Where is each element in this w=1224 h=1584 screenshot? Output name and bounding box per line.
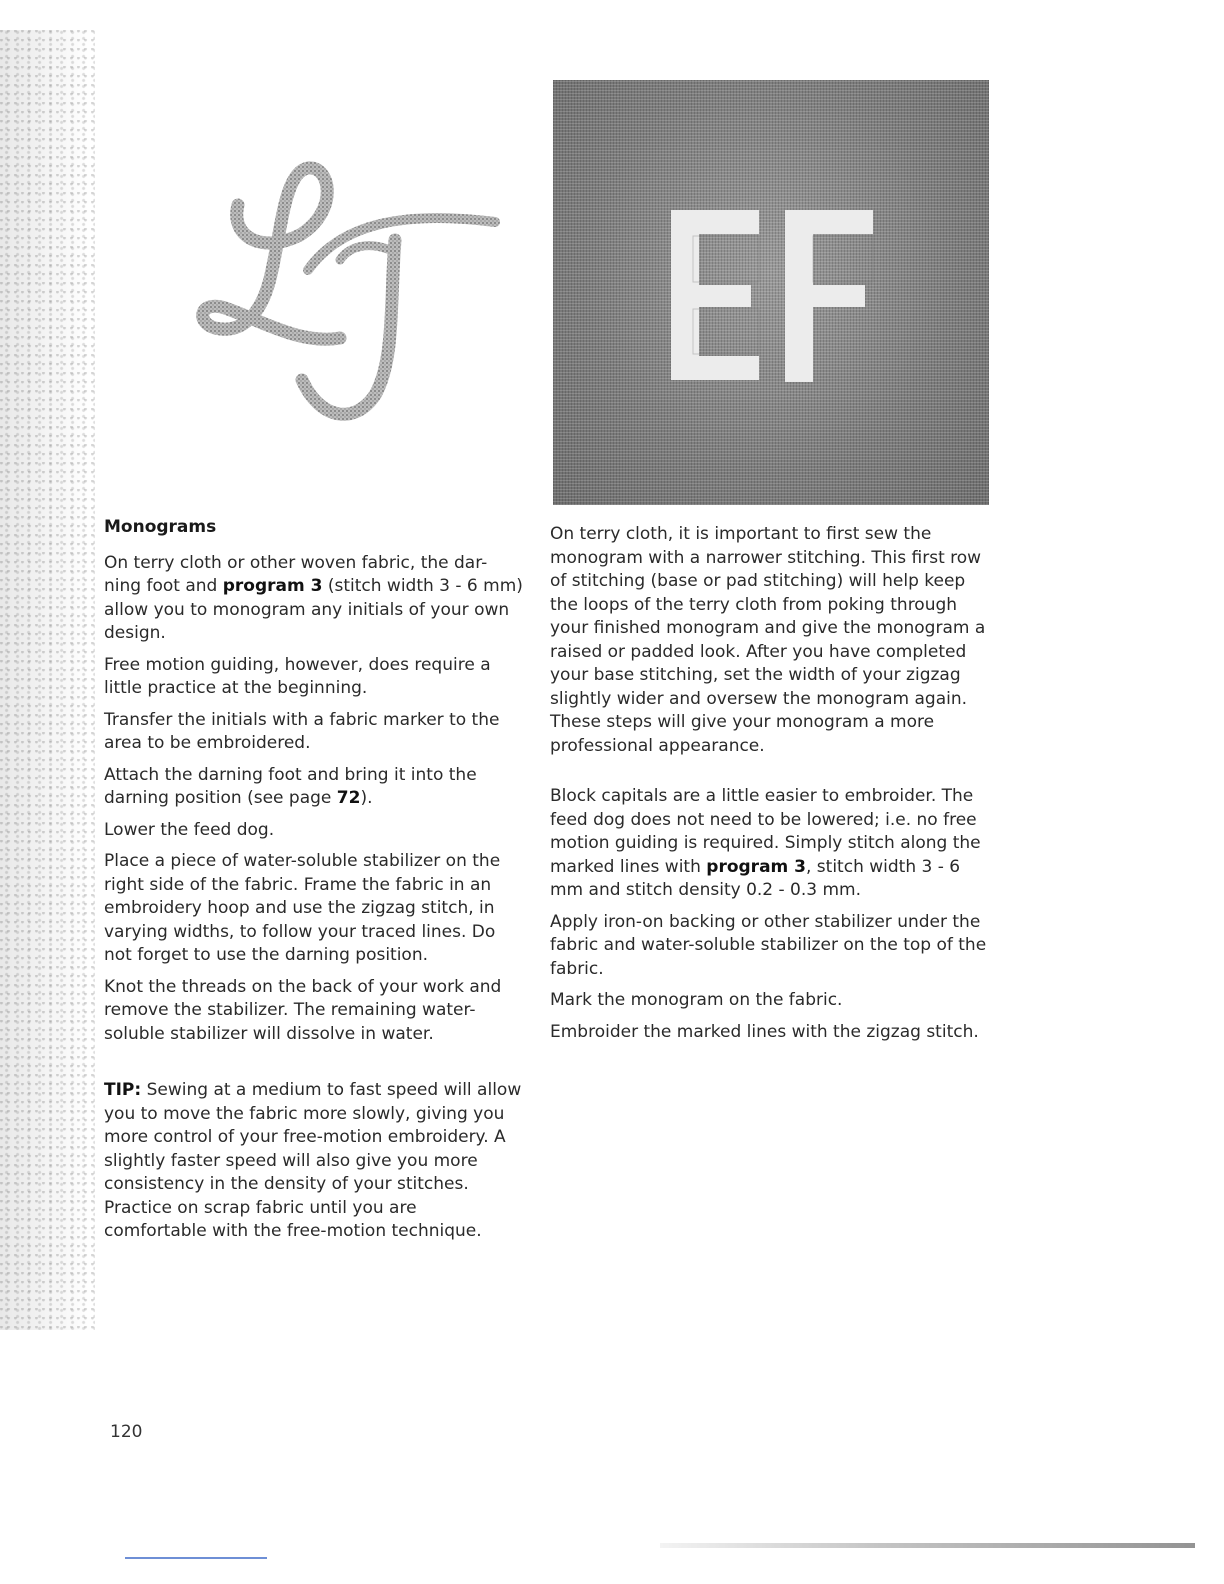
bold-run: program 3: [222, 576, 323, 596]
tip-label: TIP:: [104, 1080, 142, 1100]
footer-rule-right: [660, 1543, 1195, 1548]
text-run: Attach the darning foot and bring it into the darning position (see page: [104, 764, 477, 808]
script-monogram-illustration: [190, 150, 510, 450]
paragraph-feed-dog: Lower the feed dog.: [104, 819, 275, 840]
paragraph-terry-cloth: [104, 552, 524, 646]
paragraph-block-capitals: [550, 785, 990, 903]
ef-block-letters: [553, 80, 989, 505]
scan-shadow-edge: [0, 30, 95, 1330]
bold-run: program 3: [706, 856, 806, 877]
tip-paragraph: [104, 1079, 524, 1244]
paragraph-base-stitching: On terry cloth, it is important to first sew the monogram with a narrower stitching. This first row of stitching (base or pad stitching) will help keep the loops of the terry cloth from poking through your finished monogram and give the monogram a raised or padded look. After you have completed your base stitching, set the width of your zigzag slightly wider and oversew the monogram again. These steps will give your monogram a more professional appearance.: [550, 524, 986, 756]
ef-monogram-photo: [553, 80, 989, 505]
tip-text: Sewing at a medium to fast speed will allow you to move the fabric more slowly, giving you more control of your free-motion embroidery. A slightly faster speed will also give you more consistency in the density of your stitches. Practice on scrap fabric until you are comfortable with the free-motion technique.: [104, 1080, 522, 1241]
page-number: 120: [110, 1422, 143, 1442]
left-column: [104, 516, 524, 1252]
text-run: (stitch width 3 - 6 mm) allow you to monogram any initials of your own design.: [104, 576, 523, 643]
right-column: [550, 523, 990, 1052]
paragraph-darning-foot: [104, 764, 524, 811]
paragraph-free-motion: Free motion guiding, however, does require a little practice at the beginning.: [104, 654, 491, 698]
paragraph-knot-threads: Knot the threads on the back of your work and remove the stabilizer. The remaining water-soluble stabilizer will dissolve in water.: [104, 976, 502, 1044]
bold-run: 72: [336, 788, 361, 808]
text-run: On terry cloth or other woven fabric, the dar-ning foot and: [104, 552, 488, 596]
paragraph-mark-monogram: Mark the monogram on the fabric.: [550, 990, 843, 1010]
footer-rule-left: [125, 1557, 267, 1559]
text-run: Block capitals are a little easier to embroider. The feed dog does not need to be lowered; i.e. no free motion guiding is required. Simply stitch along the marked lines with: [550, 786, 981, 877]
paragraph-embroider: Embroider the marked lines with the zigzag stitch.: [550, 1021, 979, 1042]
paragraph-transfer: Transfer the initials with a fabric marker to the area to be embroidered.: [104, 709, 500, 753]
text-run: , stitch width 3 - 6 mm and stitch density 0.2 - 0.3 mm.: [550, 856, 961, 900]
section-heading: Monograms: [104, 517, 217, 537]
text-run: ).: [360, 788, 373, 808]
paragraph-iron-on: Apply iron-on backing or other stabilizer under the fabric and water-soluble stabilizer on the top of the fabric.: [550, 911, 987, 979]
paragraph-stabilizer: Place a piece of water-soluble stabilizer on the right side of the fabric. Frame the fabric in an embroidery hoop and use the zigzag stitch, in varying widths, to follow your traced lines. Do not forget to use the darning position.: [104, 851, 501, 965]
